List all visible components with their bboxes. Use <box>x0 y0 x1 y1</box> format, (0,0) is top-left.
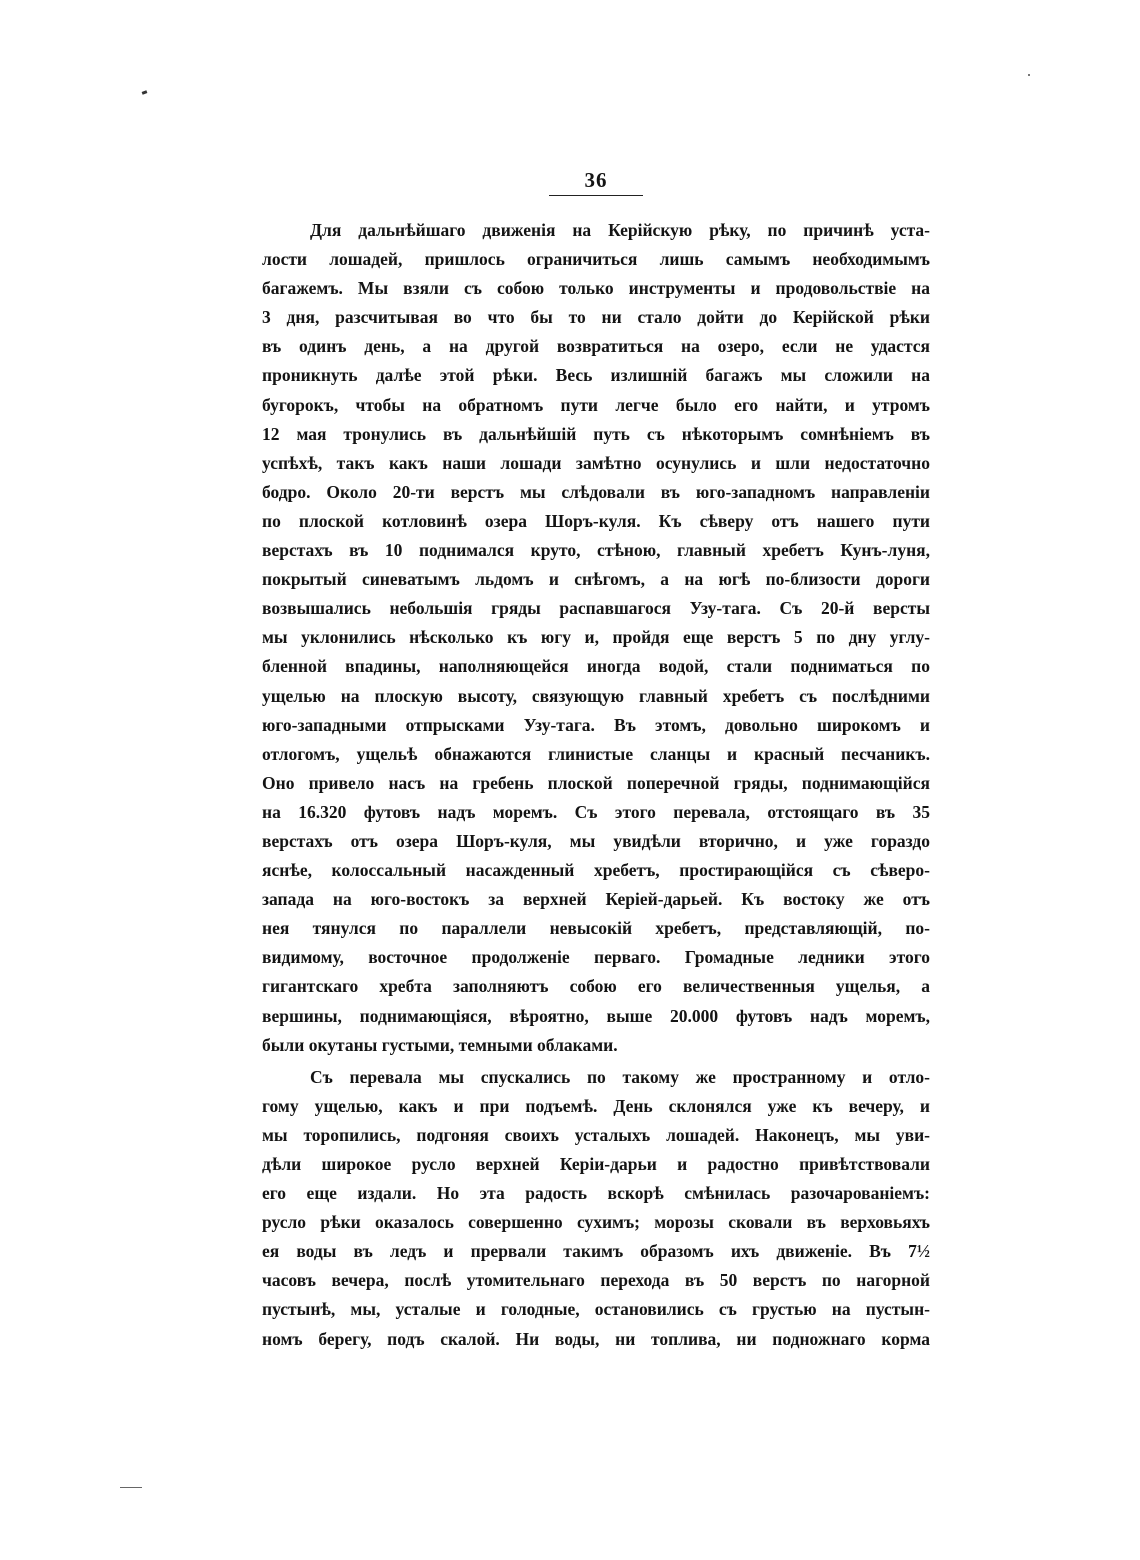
text-line: проникнуть далѣе этой рѣки. Весь излишній багажъ мы сложили на <box>262 365 930 386</box>
text-line: лости лошадей, пришлось ограничиться лишь самымъ необходимымъ <box>262 249 930 270</box>
text-line: гому ущелью, какъ и при подъемѣ. День склонялся уже къ вечеру, и <box>262 1095 930 1116</box>
paragraph <box>262 216 930 1060</box>
text-line: гигантскаго хребта заполняютъ собою его величественныя ущелья, а <box>262 976 930 997</box>
text-line: русло рѣки оказалось совершенно сухимъ; морозы сковали въ верховьяхъ <box>262 1212 930 1233</box>
text-line: 12 мая тронулись въ дальнѣйшій путь съ нѣкоторымъ сомнѣніемъ въ <box>262 423 930 444</box>
page-number-rule <box>549 195 643 196</box>
text-line: багажемъ. Мы взяли съ собою только инструменты и продовольствіе на <box>262 278 930 299</box>
text-line: запада на юго-востокъ за верхней Керіей-дарьей. Къ востоку же отъ <box>262 889 930 910</box>
text-line: мы уклонились нѣсколько къ югу и, пройдя еще верстъ 5 по дну углу- <box>262 627 930 648</box>
text-line: бленной впадины, наполняющейся иногда водой, стали подниматься по <box>262 656 930 677</box>
text-line: юго-западными отпрысками Узу-тага. Въ этомъ, довольно широкомъ и <box>262 714 930 735</box>
text-line: вершины, поднимающіяся, вѣроятно, выше 20.000 футовъ надъ моремъ, <box>262 1005 930 1026</box>
paragraph <box>262 1063 930 1354</box>
text-line: пустынѣ, мы, усталые и голодные, остановились съ грустью на пустын- <box>262 1299 930 1320</box>
text-line: номъ берегу, подъ скалой. Ни воды, ни топлива, ни подножнаго корма <box>262 1328 930 1349</box>
text-line: Съ перевала мы спускались по такому же пространному и отло- <box>310 1066 930 1087</box>
text-line: бодро. Около 20-ти верстъ мы слѣдовали въ юго-западномъ направленіи <box>262 481 930 502</box>
scan-speck <box>1028 74 1030 76</box>
text-line: его еще издали. Но эта радость вскорѣ смѣнилась разочарованіемъ: <box>262 1183 930 1204</box>
text-line: ея воды въ ледъ и прервали такимъ образомъ ихъ движеніе. Въ 7½ <box>262 1241 930 1262</box>
scan-speck <box>142 90 148 95</box>
text-line: бугорокъ, чтобы на обратномъ пути легче было его найти, и утромъ <box>262 394 930 415</box>
text-line: были окутаны густыми, темными облаками. <box>262 1034 618 1055</box>
text-line: на 16.320 футовъ надъ моремъ. Съ этого перевала, отстоящаго въ 35 <box>262 801 930 822</box>
text-line: 3 дня, разсчитывая во что бы то ни стало дойти до Керійской рѣки <box>262 307 930 328</box>
text-line: мы торопились, подгоняя своихъ усталыхъ лошадей. Наконецъ, мы уви- <box>262 1124 930 1145</box>
text-line: верстахъ отъ озера Шоръ-куля, мы увидѣли вторично, и уже гораздо <box>262 830 930 851</box>
body-text <box>262 216 930 1354</box>
text-line: дѣли широкое русло верхней Керіи-дарьи и радостно привѣтствовали <box>262 1154 930 1174</box>
text-line: часовъ вечера, послѣ утомительнаго перехода въ 50 верстъ по нагорной <box>262 1270 930 1291</box>
page-number: 36 <box>584 168 608 192</box>
text-line: покрытый синеватымъ льдомъ и снѣгомъ, а на югѣ по-близости дороги <box>262 569 930 590</box>
text-line: яснѣе, колоссальный насажденный хребетъ, простирающійся съ сѣверо- <box>262 860 930 881</box>
text-line: Оно привело насъ на гребень плоской поперечной гряды, поднимающійся <box>262 772 930 793</box>
text-line: видимому, восточное продолженіе перваго. Громадные ледники этого <box>262 947 930 968</box>
text-line: успѣхѣ, такъ какъ наши лошади замѣтно осунулись и шли недостаточно <box>262 452 930 473</box>
text-line: ущелью на плоскую высоту, связующую главный хребетъ съ послѣдними <box>262 685 930 706</box>
text-line: нея тянулся по параллели невысокій хребетъ, представляющій, по- <box>262 918 930 939</box>
text-line: Для дальнѣйшаго движенія на Керійскую рѣку, по причинѣ уста- <box>310 220 930 240</box>
text-line: по плоской котловинѣ озера Шоръ-куля. Къ сѣверу отъ нашего пути <box>262 510 930 531</box>
text-line: возвышались небольшія гряды распавшагося Узу-тага. Съ 20-й версты <box>262 598 930 619</box>
text-line: въ одинъ день, а на другой возвратиться на озеро, если не удастся <box>262 336 930 357</box>
text-line: отлогомъ, ущельѣ обнажаются глинистые сланцы и красный песчаникъ. <box>262 743 930 764</box>
text-line: верстахъ въ 10 поднимался круто, стѣною, главный хребетъ Кунъ-луня, <box>262 540 930 561</box>
scan-speck <box>120 1487 142 1488</box>
